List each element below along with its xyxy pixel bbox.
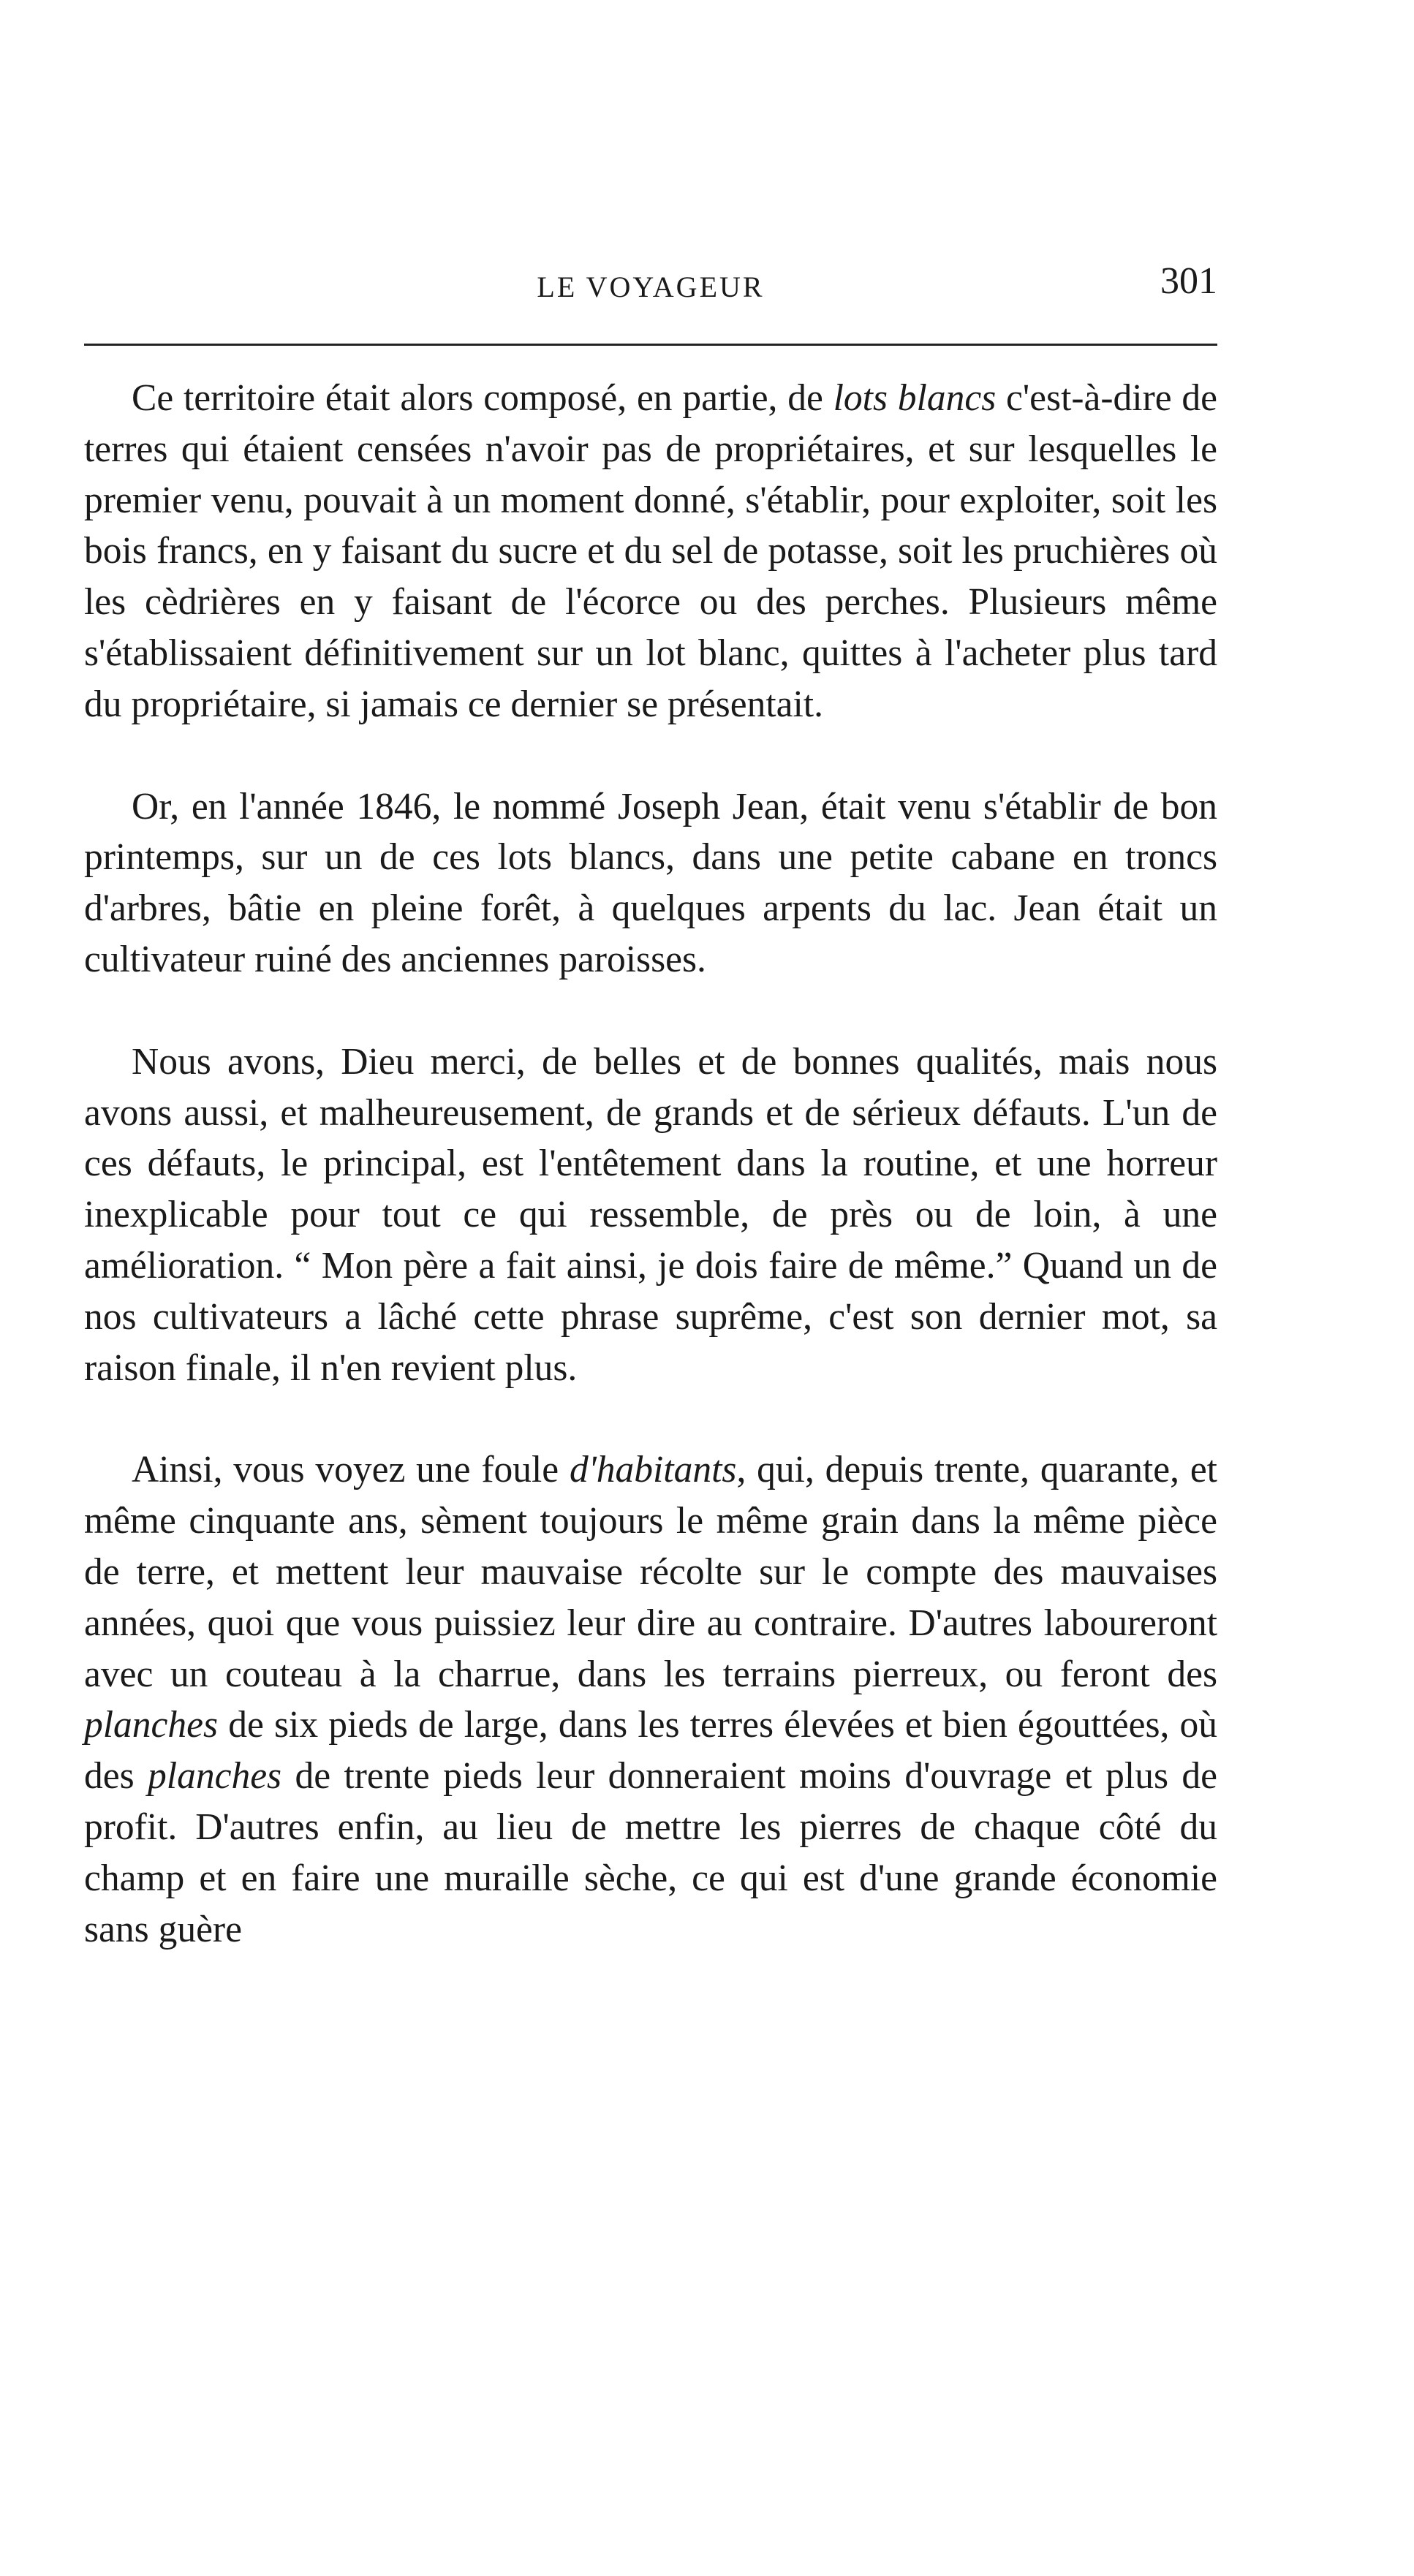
paragraph-4-italic-planches-1: planches bbox=[84, 1704, 219, 1746]
paragraph-4-segment-7: de trente pieds leur donneraient moins d'ouvrage et plus de profit. D'autres enfin, au lieu de mettre les pierres de chaque côté du champ et en faire une muraille sèche, ce qui est d'une grande économie sans guère bbox=[84, 1755, 1217, 1950]
paragraph-2 bbox=[84, 781, 1217, 985]
paragraph-4 bbox=[84, 1444, 1217, 1955]
header-rule bbox=[84, 344, 1217, 346]
paragraph-1-segment-1: Ce territoire était alors composé, en partie, de bbox=[132, 377, 833, 419]
body-text bbox=[84, 373, 1217, 2006]
paragraph-1-segment-3: c'est-à-dire de terres qui étaient censées n'avoir pas de propriétaires, et sur lesquelles le premier venu, pouvait à un moment donné, s'établir, pour exploiter, soit les bois francs, en y faisant du sucre et du sel de potasse, soit les pruchières où les cèdrières en y faisant de l'écorce ou des perches. Plusieurs même s'établissaient définitivement sur un lot blanc, quittes à l'acheter plus tard du propriétaire, si jamais ce dernier se présentait. bbox=[84, 377, 1218, 725]
paragraph-1 bbox=[84, 373, 1217, 730]
paragraph-4-italic-planches-2: planches bbox=[148, 1755, 282, 1797]
running-title: LE VOYAGEUR bbox=[537, 270, 765, 303]
running-head bbox=[84, 260, 1217, 318]
page-number: 301 bbox=[1160, 260, 1217, 302]
paragraph-1-italic-lots-blancs: lots blancs bbox=[833, 377, 997, 419]
paragraph-4-segment-1: Ainsi, vous voyez une foule bbox=[132, 1449, 570, 1491]
paragraph-4-italic-habitants: d'habitants bbox=[569, 1449, 737, 1491]
paragraph-3 bbox=[84, 1037, 1217, 1394]
paragraph-2-segment-1: Or, en l'année 1846, le nommé Joseph Jean, était venu s'établir de bon printemps, sur un de ces lots blancs, dans une petite cabane en troncs d'arbres, bâtie en pleine forêt, à quelques arpents du lac. Jean était un cultivateur ruiné des anciennes paroisses. bbox=[84, 785, 1217, 980]
paragraph-4-segment-5: de six pieds de large, dans les terres élevées et bien égouttées, où des bbox=[84, 1704, 1217, 1797]
paragraph-3-segment-1: Nous avons, Dieu merci, de belles et de bonnes qualités, mais nous avons aussi, et malheureusement, de grands et de sérieux défauts. L'un de ces défauts, le principal, est l'entêtement dans la routine, et une horreur inexplicable pour tout ce qui ressemble, de près ou de loin, à une amélioration. “ Mon père a fait ainsi, je dois faire de même.” Quand un de nos cultivateurs a lâché cette phrase suprême, c'est son dernier mot, sa raison finale, il n'en revient plus. bbox=[84, 1040, 1217, 1389]
paragraph-4-segment-3: , qui, depuis trente, quarante, et même cinquante ans, sèment toujours le même grain dans la même pièce de terre, et mettent leur mauvaise récolte sur le compte des mauvaises années, quoi que vous puissiez leur dire au contraire. D'autres laboureront avec un couteau à la charrue, dans les terrains pierreux, ou feront des bbox=[84, 1449, 1217, 1695]
